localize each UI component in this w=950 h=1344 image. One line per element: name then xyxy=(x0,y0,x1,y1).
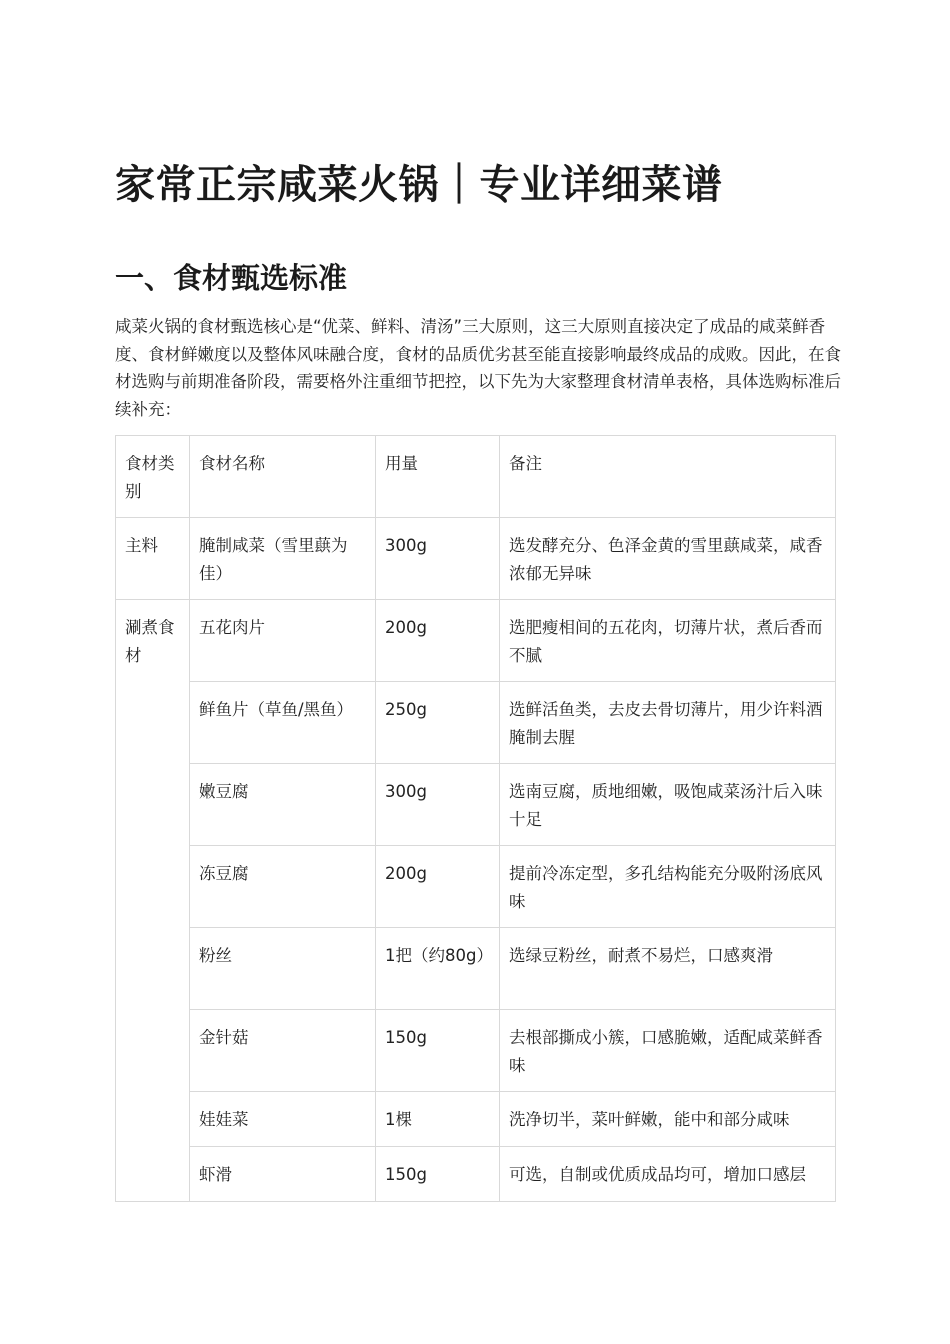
header-cell-note: 备注 xyxy=(500,436,836,518)
section-intro-paragraph: 咸菜火锅的食材甄选核心是“优菜、鲜料、清汤”三大原则，这三大原则直接决定了成品的咸菜鲜香度、食材鲜嫩度以及整体风味融合度，食材的品质优劣甚至能直接影响最终成品的成败。因此，在食材选购与前期准备阶段，需要格外注重细节把控，以下先为大家整理食材清单表格，具体选购标准后续补充： xyxy=(115,317,841,419)
amount-cell: 150g xyxy=(376,1147,500,1202)
amount-cell: 150g xyxy=(376,1010,500,1092)
ingredients-table xyxy=(115,435,836,1202)
name-cell: 虾滑 xyxy=(190,1147,376,1202)
name-cell: 嫩豆腐 xyxy=(190,764,376,846)
header-cell-amount: 用量 xyxy=(376,436,500,518)
table-row xyxy=(116,928,836,1010)
name-cell: 粉丝 xyxy=(190,928,376,1010)
table-row xyxy=(116,600,836,682)
note-cell: 可选，自制或优质成品均可，增加口感层 xyxy=(500,1147,836,1202)
table-row xyxy=(116,1147,836,1202)
amount-cell: 1棵 xyxy=(376,1092,500,1147)
amount-cell: 200g xyxy=(376,600,500,682)
name-cell: 五花肉片 xyxy=(190,600,376,682)
header-cell-category: 食材类别 xyxy=(116,436,190,518)
note-cell: 洗净切半，菜叶鲜嫩，能中和部分咸味 xyxy=(500,1092,836,1147)
name-cell: 冻豆腐 xyxy=(190,846,376,928)
table-row xyxy=(116,846,836,928)
category-cell: 主料 xyxy=(116,518,190,600)
section-heading-ingredients: 一、食材甄选标准 xyxy=(115,261,348,295)
table-row xyxy=(116,764,836,846)
header-cell-name: 食材名称 xyxy=(190,436,376,518)
amount-cell: 1把（约80g） xyxy=(376,928,500,1010)
note-cell: 提前冷冻定型，多孔结构能充分吸附汤底风味 xyxy=(500,846,836,928)
table-row xyxy=(116,1092,836,1147)
note-cell: 去根部撕成小簇，口感脆嫩，适配咸菜鲜香味 xyxy=(500,1010,836,1092)
amount-cell: 200g xyxy=(376,846,500,928)
table-row xyxy=(116,682,836,764)
name-cell: 娃娃菜 xyxy=(190,1092,376,1147)
name-cell: 金针菇 xyxy=(190,1010,376,1092)
document-title: 家常正宗咸菜火锅｜专业详细菜谱 xyxy=(115,162,723,208)
name-cell: 腌制咸菜（雪里蕻为佳） xyxy=(190,518,376,600)
table-row xyxy=(116,1010,836,1092)
note-cell: 选绿豆粉丝，耐煮不易烂，口感爽滑 xyxy=(500,928,836,1010)
note-cell: 选南豆腐，质地细嫩，吸饱咸菜汤汁后入味十足 xyxy=(500,764,836,846)
amount-cell: 300g xyxy=(376,764,500,846)
category-cell: 涮煮食材 xyxy=(116,600,190,1202)
note-cell: 选发酵充分、色泽金黄的雪里蕻咸菜，咸香浓郁无异味 xyxy=(500,518,836,600)
name-cell: 鲜鱼片（草鱼/黑鱼） xyxy=(190,682,376,764)
table-header-row xyxy=(116,436,836,518)
amount-cell: 250g xyxy=(376,682,500,764)
note-cell: 选鲜活鱼类，去皮去骨切薄片，用少许料酒腌制去腥 xyxy=(500,682,836,764)
table-row xyxy=(116,518,836,600)
note-cell: 选肥瘦相间的五花肉，切薄片状，煮后香而不腻 xyxy=(500,600,836,682)
amount-cell: 300g xyxy=(376,518,500,600)
